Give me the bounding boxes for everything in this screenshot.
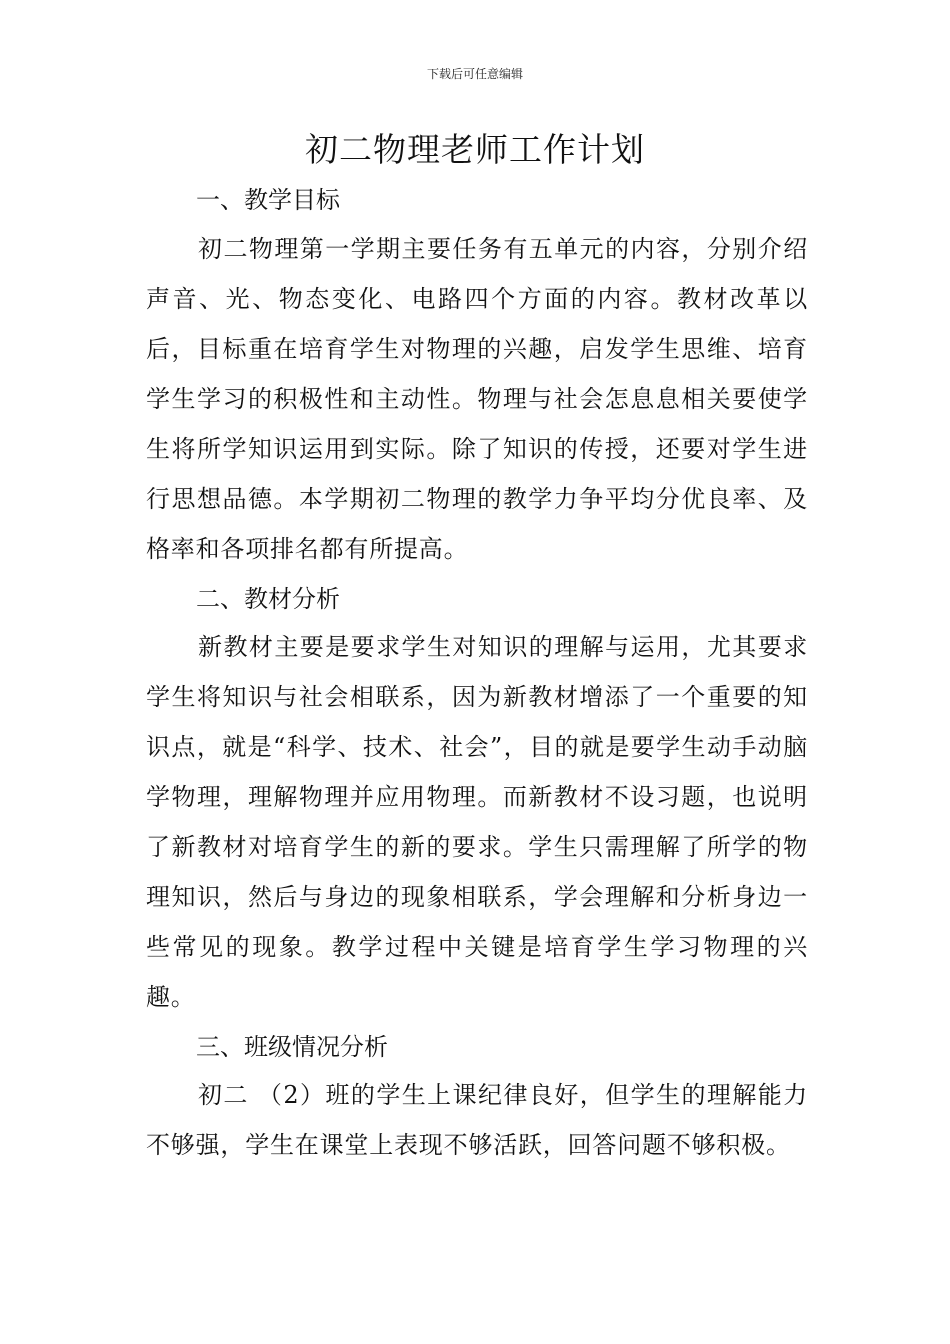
section-heading-teaching-goals: 一、教学目标 [196,186,340,214]
header-note: 下载后可任意编辑 [426,67,523,81]
section-body-teaching-goals: 初二物理第一学期主要任务有五单元的内容，分别介绍声音、光、物态变化、电路四个方面的内容。教材改革以后，目标重在培育学生对物理的兴趣，启发学生思维、培育学生学习的积极性和主动性。物理与社会怎息息相关要使学生将所学知识运用到实际。除了知识的传授，还要对学生进行思想品德。本学期初二物理的教学力争平均分优良率、及格率和各项排名都有所提高。 [146,235,808,563]
section-body-textbook-analysis: 新教材主要是要求学生对知识的理解与运用，尤其要求学生将知识与社会相联系，因为新教材增添了一个重要的知识点，就是“科学、技术、社会”，目的就是要学生动手动脑学物理，理解物理并应用物理。而新教材不设习题，也说明了新教材对培育学生的新的要求。学生只需理解了所学的物理知识，然后与身边的现象相联系，学会理解和分析身边一些常见的现象。教学过程中关键是培育学生学习物理的兴趣。 [146,633,808,1011]
section-body-class-analysis: 初二 （2）班的学生上课纪律良好，但学生的理解能力不够强，学生在课堂上表现不够活跃，回答问题不够积极。 [146,1081,808,1159]
section-heading-textbook-analysis: 二、教材分析 [196,585,340,613]
section-heading-class-analysis: 三、班级情况分析 [196,1033,388,1061]
document-title: 初二物理老师工作计划 [305,130,645,169]
